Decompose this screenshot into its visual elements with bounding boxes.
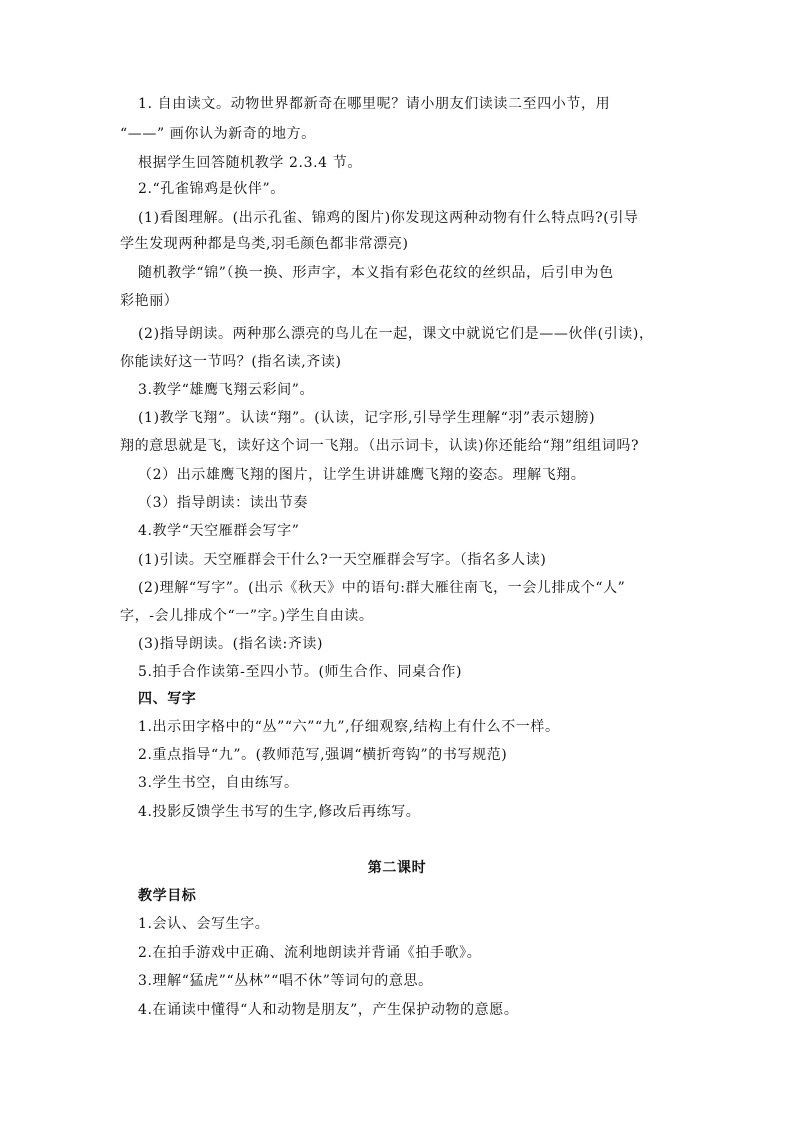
text-line: 5.拍手合作读第-至四小节。(师生合作、同桌合作) xyxy=(138,664,463,680)
text-line: “——” 画你认为新奇的地方。 xyxy=(120,126,316,142)
text-line: (2)指导朗读。两种那么漂亮的鸟儿在一起，课文中就说它们是——伙伴(引读)， xyxy=(138,326,654,342)
text-line: 4.投影反馈学生书写的生字,修改后再练写。 xyxy=(138,804,421,820)
text-line: 3.教学“雄鹰飞翔云彩间”。 xyxy=(138,382,315,398)
text-line: （2）出示雄鹰飞翔的图片，让学生讲讲雄鹰飞翔的姿态。理解飞翔。 xyxy=(138,467,586,483)
text-line: (3)指导朗读。(指名读:齐读) xyxy=(138,636,324,652)
text-line: 4.在诵读中懂得“人和动物是朋友”，产生保护动物的意愿。 xyxy=(138,1002,519,1018)
text-line: 3.学生书空，自由练写。 xyxy=(138,775,299,791)
objectives-heading: 教学目标 xyxy=(138,888,197,904)
text-line: (1)教学飞翔”。认读“翔”。(认读，记字形,引导学生理解“羽”表示翅膀) xyxy=(138,410,596,426)
text-line: （3）指导朗读：读出节奏 xyxy=(138,495,309,511)
text-line: 字，-会儿排成个“一”字。)学生自由读。 xyxy=(120,608,374,624)
text-line: 你能读好这一节吗？(指名读,齐读) xyxy=(120,354,342,370)
text-line: 彩艳丽） xyxy=(120,293,179,309)
text-line: (1)引读。天空雁群会干什么?一天空雁群会写字。（指名多人读) xyxy=(138,552,547,568)
text-line: 4.教学“天空雁群会写字” xyxy=(138,523,300,539)
text-line: 1. 自由读文。动物世界都新奇在哪里呢？请小朋友们读读二至四小节，用 xyxy=(138,96,611,112)
text-line: 2.在拍手游戏中正确、流利地朗读并背诵《拍手歌》。 xyxy=(138,945,482,961)
text-line: 1.会认、会写生字。 xyxy=(138,916,270,932)
text-line: 学生发现两种都是鸟类,羽毛颜色都非常漂亮) xyxy=(120,236,409,252)
text-line: (2)理解“写字”。(出示《秋天》中的语句:群大雁往南飞，一会儿排成个“人” xyxy=(138,580,626,596)
section-heading: 四、写字 xyxy=(138,691,197,707)
text-line: 3.理解“猛虎”“丛林”“唱不休”等词句的意思。 xyxy=(138,973,433,989)
text-line: (1)看图理解。(出示孔雀、锦鸡的图片)你发现这两种动物有什么特点吗?(引导 xyxy=(138,210,639,226)
text-line: 2.重点指导“九”。(教师范写,强调“横折弯钩”的书写规范) xyxy=(138,747,508,763)
text-line: 2.“孔雀锦鸡是伙伴”。 xyxy=(138,181,285,197)
text-line: 1.出示田字格中的“丛”“六”“九”,仔细观察,结构上有什么不一样。 xyxy=(138,719,560,735)
text-line: 根据学生回答随机教学 2.3.4 节。 xyxy=(138,155,362,171)
lesson-title: 第二课时 xyxy=(367,860,427,876)
text-line: 翔的意思就是飞，读好这个词一飞翔。（出示词卡，认读)你还能给“翔”组组词吗? xyxy=(120,438,640,454)
text-line: 随机教学“锦”（换一换、形声字，本义指有彩色花纹的丝织品，后引申为色 xyxy=(138,265,614,281)
